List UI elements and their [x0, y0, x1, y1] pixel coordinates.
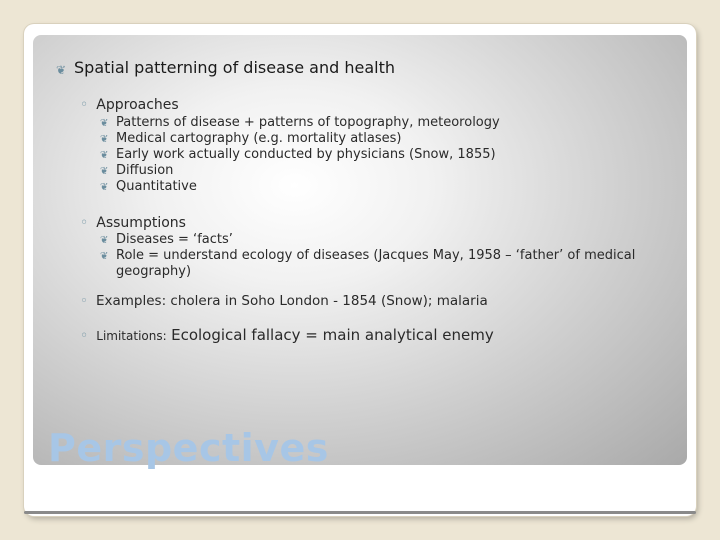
approaches-item: ❦ Early work actually conducted by physicians (Snow, 1855)	[100, 147, 496, 162]
leaf-bullet-icon: ❦	[100, 182, 109, 193]
examples-item: ◦ Examples: cholera in Soho London - 1854 (Snow); malaria	[80, 293, 488, 309]
circle-bullet-icon: ◦	[80, 293, 88, 309]
leaf-bullet-icon: ❦	[100, 134, 109, 145]
leaf-bullet-icon: ❦	[56, 63, 67, 77]
slide-title: Perspectives	[48, 426, 329, 470]
approaches-item: ❦ Quantitative	[100, 179, 197, 194]
limitations-item: ◦ Limitations: Ecological fallacy = main analytical enemy	[80, 326, 494, 344]
assumptions-item: ❦ Role = understand ecology of diseases (Jacques May, 1958 – ‘father’ of medical geography)	[100, 248, 636, 279]
approaches-label: ◦ Approaches	[80, 97, 179, 113]
bottom-divider	[24, 511, 696, 514]
assumptions-item: ❦ Diseases = ‘facts’	[100, 232, 233, 247]
approaches-item: ❦ Medical cartography (e.g. mortality atlases)	[100, 131, 402, 146]
leaf-bullet-icon: ❦	[100, 235, 109, 246]
approaches-item: ❦ Patterns of disease + patterns of topography, meteorology	[100, 115, 500, 130]
leaf-bullet-icon: ❦	[100, 150, 109, 161]
leaf-bullet-icon: ❦	[100, 251, 109, 262]
circle-bullet-icon: ◦	[80, 97, 89, 113]
circle-bullet-icon: ◦	[80, 328, 89, 344]
assumptions-label: ◦ Assumptions	[80, 215, 186, 231]
leaf-bullet-icon: ❦	[100, 166, 109, 177]
leaf-bullet-icon: ❦	[100, 118, 109, 129]
approaches-item: ❦ Diffusion	[100, 163, 174, 178]
circle-bullet-icon: ◦	[80, 215, 89, 231]
slide-heading: Spatial patterning of disease and health	[74, 58, 395, 77]
